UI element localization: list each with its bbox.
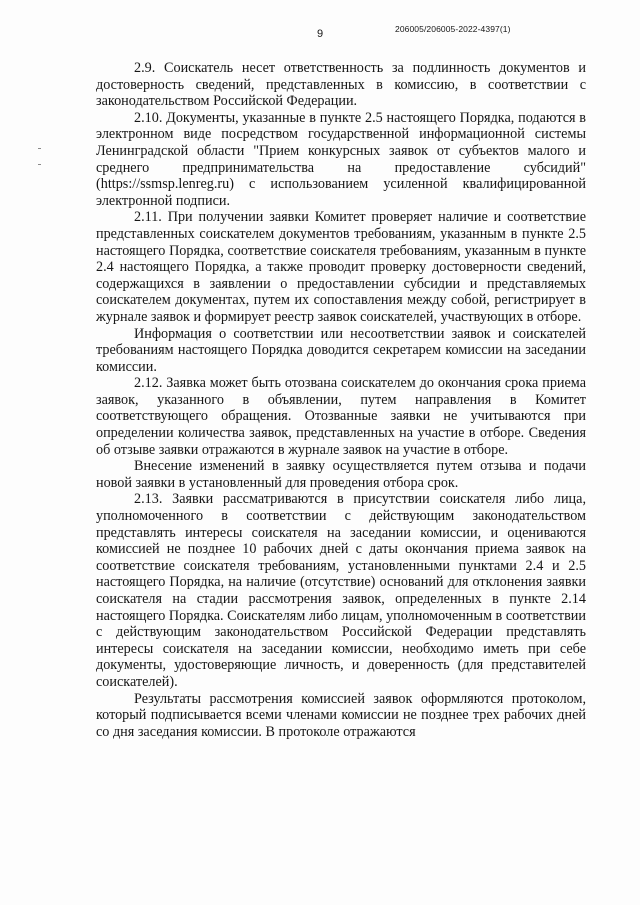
margin-mark	[38, 148, 41, 149]
margin-mark	[38, 164, 41, 165]
paragraph-2-12: 2.12. Заявка может быть отозвана соискателем до окончания срока приема заявок, указанного в объявлении, путем направления в Комитет соответствующего обращения. Отозванные заявки не учитываются при определении количества заявок, представленных на участие в отборе. Сведения об отзыве заявки отражаются в журнале заявок на участие в отборе.	[96, 375, 586, 458]
document-id: 206005/206005-2022-4397(1)	[395, 24, 511, 34]
paragraph-information: Информация о соответствии или несоответствии заявок и соискателей требованиям настоящего Порядка доводится секретарем комиссии на заседании комиссии.	[96, 325, 586, 375]
paragraph-2-13: 2.13. Заявки рассматриваются в присутствии соискателя либо лица, уполномоченного в соответствии с действующим законодательством представлять интересы соискателя на заседании комиссии, и оцениваются комиссией не позднее 10 рабочих дней с даты окончания приема заявок на соответствие соискателя требованиям, установленными пунктами 2.4 и 2.5 настоящего Порядка, на наличие (отсутствие) оснований для отклонения заявки соискателя на стадии рассмотрения заявок, определенных в пункте 2.14 настоящего Порядка. Соискателям либо лицам, уполномоченным в соответствии с действующим законодательством Российской Федерации представлять интересы соискателя на заседании комиссии, необходимо иметь при себе документы, удостоверяющие личность, и доверенность (для представителей соискателей).	[96, 491, 586, 690]
paragraph-2-11: 2.11. При получении заявки Комитет проверяет наличие и соответствие представленных соискателем документов требованиям, указанным в пункте 2.5 настоящего Порядка, соответствие соискателя требованиям, указанным в пункте 2.4 настоящего Порядка, а также проводит проверку достоверности сведений, содержащихся в заявлении о предоставлении субсидии и представляемых соискателем документах, путем их сопоставления между собой, регистрирует в журнале заявок и формирует реестр заявок соискателей, участвующих в отборе.	[96, 209, 586, 325]
paragraph-results: Результаты рассмотрения комиссией заявок оформляются протоколом, который подписывается всеми членами комиссии не позднее трех рабочих дней со дня заседания комиссии. В протоколе отражаются	[96, 690, 586, 740]
paragraph-2-10: 2.10. Документы, указанные в пункте 2.5 настоящего Порядка, подаются в электронном виде посредством государственной информационной системы Ленинградской области "Прием конкурсных заявок от субъектов малого и среднего предпринимательства на предоставление субсидий" (https://ssmsp.lenreg.ru) с использованием усиленной квалифицированной электронной подписи.	[96, 109, 586, 209]
page-number: 9	[316, 28, 324, 40]
paragraph-2-9: 2.9. Соискатель несет ответственность за подлинность документов и достоверность сведений, представленных в комиссию, в соответствии с законодательством Российской Федерации.	[96, 60, 586, 110]
body-text	[96, 60, 586, 740]
paragraph-amendments: Внесение изменений в заявку осуществляется путем отзыва и подачи новой заявки в установленный для проведения отбора срок.	[96, 458, 586, 491]
